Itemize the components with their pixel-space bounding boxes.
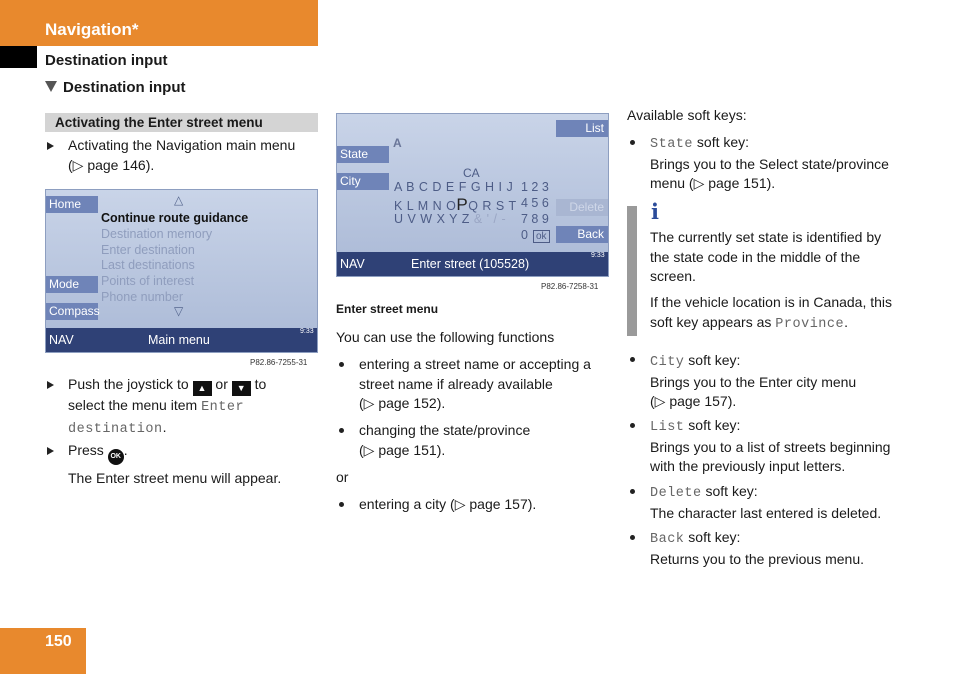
letters-after: Q R S T — [468, 199, 517, 213]
figure-caption: Enter street menu — [336, 302, 439, 316]
step-arrow-icon — [47, 447, 54, 455]
result-text: The Enter street menu will appear. — [68, 470, 282, 486]
menu-item: Enter destination — [101, 243, 195, 257]
line: entering a street name or accepting a — [359, 356, 591, 372]
softkey-code: State — [650, 137, 694, 152]
state-softkey-desc — [650, 133, 910, 194]
line: street name if already available — [359, 375, 553, 392]
menu-item: Last destinations — [101, 258, 195, 272]
status-mode: NAV — [49, 333, 74, 347]
softkey-home: Home — [46, 196, 98, 213]
bullet-2-text — [359, 421, 530, 460]
main-menu-screenshot — [45, 189, 318, 353]
softkey-label: soft key: — [684, 352, 741, 368]
menu-item: Phone number — [101, 290, 184, 304]
line: the state code in the middle of the — [650, 248, 861, 265]
step-2-to: to — [254, 376, 267, 392]
menu-item-code: destination — [68, 421, 163, 437]
letters-row-1: A B C D E F G H I J — [394, 180, 514, 194]
status-title: Enter street (105528) — [411, 257, 530, 271]
functions-intro: You can use the following functions — [336, 329, 555, 345]
bullet — [630, 357, 635, 362]
subsection-heading-text: Destination input — [63, 79, 186, 96]
line: (▷ page 157). — [650, 393, 737, 409]
line: screen. — [650, 268, 696, 284]
step-2-text — [68, 375, 313, 439]
step-2-part: Push the joystick to — [68, 376, 189, 392]
line: Brings you to a list of streets beginning — [650, 438, 891, 455]
step-arrow-icon — [47, 381, 54, 389]
punctuation: . — [123, 442, 128, 458]
step-1-text: Activating the Navigation main menu (▷ page 146). — [68, 137, 296, 173]
menu-item: Points of interest — [101, 274, 195, 288]
softkey-city: City — [337, 173, 389, 190]
bullet — [630, 423, 635, 428]
bullet-1-text — [359, 355, 591, 414]
softkey-label: soft key: — [701, 483, 758, 499]
info-icon: i — [651, 199, 659, 224]
letters-row-3 — [394, 212, 506, 226]
punctuation: . — [844, 313, 848, 330]
state-code: CA — [463, 166, 480, 180]
enter-street-screenshot — [336, 113, 609, 277]
selected-letter: P — [456, 195, 469, 214]
section-heading: Destination input — [45, 52, 168, 69]
line: Brings you to the Select state/province — [650, 155, 889, 172]
numbers-row-3: 7 8 9 — [521, 212, 549, 226]
status-bar — [337, 252, 608, 276]
line: (▷ page 151). — [359, 441, 446, 458]
bullet — [339, 428, 344, 433]
letters-symbols: & ' / - — [473, 212, 507, 226]
subsection-heading — [45, 79, 186, 96]
joystick-down-key: ▼ — [232, 381, 251, 396]
page-number: 150 — [45, 633, 72, 650]
step-3-press: Press — [68, 442, 104, 458]
menu-item-selected: Continue route guidance — [101, 211, 249, 225]
delete-softkey-desc — [650, 482, 910, 523]
bullet — [339, 362, 344, 367]
info-bar — [627, 206, 637, 336]
page-number-box — [0, 628, 86, 674]
menu-item-code: Enter — [201, 400, 245, 415]
procedure-title-bar: Activating the Enter street menu — [45, 113, 318, 132]
letters-before: K L M N O — [394, 199, 457, 213]
letters-uz: U V W X Y Z — [394, 212, 470, 226]
status-time: 9:33 — [300, 328, 314, 335]
softkey-label: soft key: — [684, 529, 741, 545]
softkey-code: Back — [650, 532, 685, 547]
numbers-row-2: 4 5 6 — [521, 196, 549, 210]
scroll-up-icon: △ — [174, 193, 184, 207]
or-text: or — [336, 469, 349, 485]
softkey-mode: Mode — [46, 276, 98, 293]
figure-code: P82.86-7258-31 — [541, 282, 599, 291]
bullet — [630, 140, 635, 145]
line: Brings you to the Enter city menu — [650, 373, 857, 390]
list-softkey-desc — [650, 416, 910, 477]
softkey-code: Province — [775, 316, 845, 332]
line: If the vehicle location is in Canada, this — [650, 294, 893, 310]
line: The character last entered is deleted. — [650, 504, 882, 521]
punctuation: . — [162, 418, 167, 435]
numbers-row-1: 1 2 3 — [521, 180, 549, 194]
bullet-3-text: entering a city (▷ page 157). — [359, 496, 537, 512]
chapter-header — [0, 0, 318, 46]
line: menu (▷ page 151). — [650, 175, 776, 191]
numbers-row-4: 0 — [521, 228, 528, 242]
status-mode: NAV — [340, 257, 365, 271]
softkeys-intro: Available soft keys: — [627, 107, 747, 123]
status-time: 9:33 — [591, 252, 605, 259]
softkey-list: List — [556, 120, 608, 137]
city-softkey-desc — [650, 351, 910, 412]
softkey-delete: Delete — [556, 199, 608, 216]
info-text-canada — [650, 293, 910, 334]
step-3-text — [68, 441, 128, 465]
softkey-compass: Compass — [46, 303, 98, 320]
joystick-up-key: ▲ — [193, 381, 212, 396]
ok-key: ok — [533, 230, 550, 243]
line: soft key appears as — [650, 313, 772, 330]
input-marker: A — [393, 136, 402, 150]
status-bar — [46, 328, 317, 352]
line: (▷ page 152). — [359, 395, 446, 411]
bullet — [339, 502, 344, 507]
step-arrow-icon — [47, 142, 54, 150]
softkey-code: City — [650, 355, 685, 370]
line: The currently set state is identified by — [650, 229, 882, 245]
bullet — [630, 535, 635, 540]
back-softkey-desc — [650, 528, 910, 569]
status-title: Main menu — [148, 333, 210, 347]
step-2-or: or — [215, 376, 228, 392]
info-text — [650, 228, 910, 287]
softkey-code: List — [650, 420, 685, 435]
menu-item: Destination memory — [101, 227, 213, 241]
bullet — [630, 489, 635, 494]
softkey-code: Delete — [650, 486, 702, 501]
softkey-back: Back — [556, 226, 608, 243]
figure-code: P82.86-7255-31 — [250, 358, 308, 367]
step-2-part: select the menu item — [68, 397, 198, 413]
triangle-down-icon — [45, 81, 57, 92]
softkey-label: soft key: — [693, 134, 750, 150]
line: with the previously input letters. — [650, 458, 846, 474]
line: Returns you to the previous menu. — [650, 550, 865, 567]
ok-button-icon: OK — [108, 449, 124, 465]
softkey-label: soft key: — [684, 417, 741, 433]
line: changing the state/province — [359, 422, 531, 438]
chapter-title: Navigation* — [45, 20, 139, 39]
softkey-state: State — [337, 146, 389, 163]
scroll-down-icon: ▽ — [174, 304, 184, 318]
section-marker — [0, 46, 37, 68]
